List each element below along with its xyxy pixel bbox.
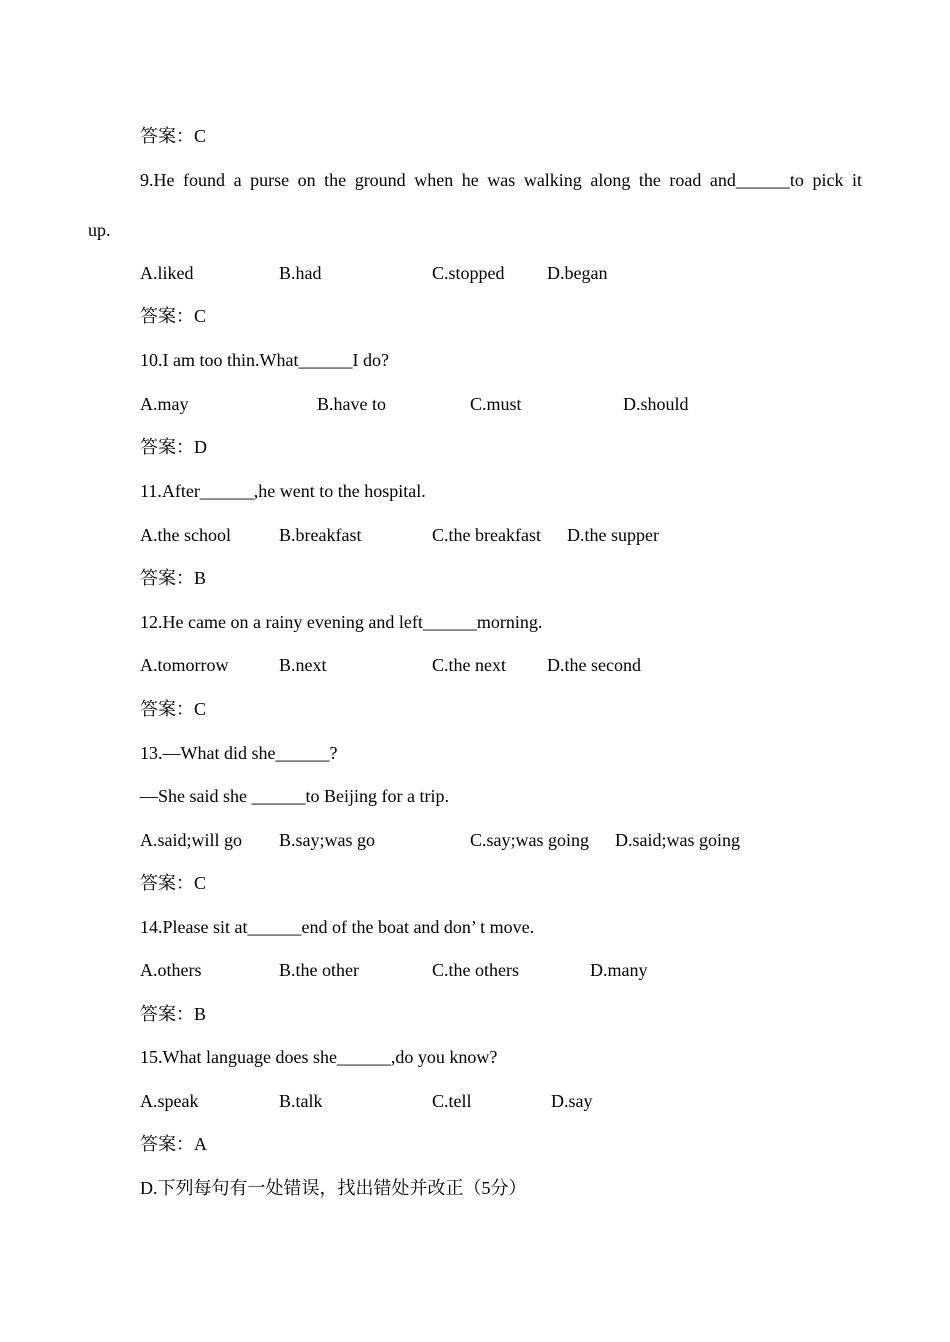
option-c: C.the next — [432, 655, 506, 675]
answer-11: 答案：B — [140, 568, 207, 588]
option-a: A.tomorrow — [140, 655, 229, 675]
option-d: D.the second — [547, 655, 641, 675]
option-c: C.say;was going — [470, 830, 589, 850]
answer-8: 答案：C — [140, 126, 207, 146]
option-b: B.next — [279, 655, 327, 675]
option-c: C.the breakfast — [432, 525, 541, 545]
option-c: C.must — [470, 394, 522, 414]
section-d-heading: D.下列每句有一处错误，找出错处并改正（5分） — [140, 1178, 527, 1198]
option-b: B.say;was go — [279, 830, 375, 850]
question-13: 13.—What did she______? — [140, 743, 338, 763]
answer-10: 答案：D — [140, 437, 207, 457]
question-9: 9.He found a purse on the ground when he was walking along the road and______to pick it — [140, 170, 862, 190]
option-d: D.say — [551, 1091, 593, 1111]
option-d: D.should — [623, 394, 689, 414]
question-11: 11.After______,he went to the hospital. — [140, 481, 426, 501]
option-a: A.said;will go — [140, 830, 242, 850]
answer-12: 答案：C — [140, 699, 207, 719]
option-c: C.tell — [432, 1091, 472, 1111]
question-10: 10.I am too thin.What______I do? — [140, 350, 389, 370]
option-a: A.others — [140, 960, 202, 980]
answer-14: 答案：B — [140, 1004, 207, 1024]
option-d: D.many — [590, 960, 648, 980]
question-13-reply: —She said she ______to Beijing for a trip. — [140, 786, 449, 806]
option-d: D.the supper — [567, 525, 659, 545]
answer-15: 答案：A — [140, 1134, 207, 1154]
option-d: D.began — [547, 263, 608, 283]
answer-9: 答案：C — [140, 306, 207, 326]
option-b: B.the other — [279, 960, 359, 980]
question-14: 14.Please sit at______end of the boat and don’ t move. — [140, 917, 535, 937]
question-12: 12.He came on a rainy evening and left______morning. — [140, 612, 543, 632]
option-b: B.have to — [317, 394, 386, 414]
option-b: B.talk — [279, 1091, 323, 1111]
option-a: A.speak — [140, 1091, 199, 1111]
question-9-continued: up. — [88, 220, 111, 240]
question-15: 15.What language does she______,do you know? — [140, 1047, 498, 1067]
option-b: B.breakfast — [279, 525, 362, 545]
option-d: D.said;was going — [615, 830, 740, 850]
option-a: A.liked — [140, 263, 194, 283]
answer-13: 答案：C — [140, 873, 207, 893]
option-c: C.the others — [432, 960, 519, 980]
option-a: A.the school — [140, 525, 231, 545]
option-b: B.had — [279, 263, 322, 283]
option-c: C.stopped — [432, 263, 505, 283]
option-a: A.may — [140, 394, 189, 414]
